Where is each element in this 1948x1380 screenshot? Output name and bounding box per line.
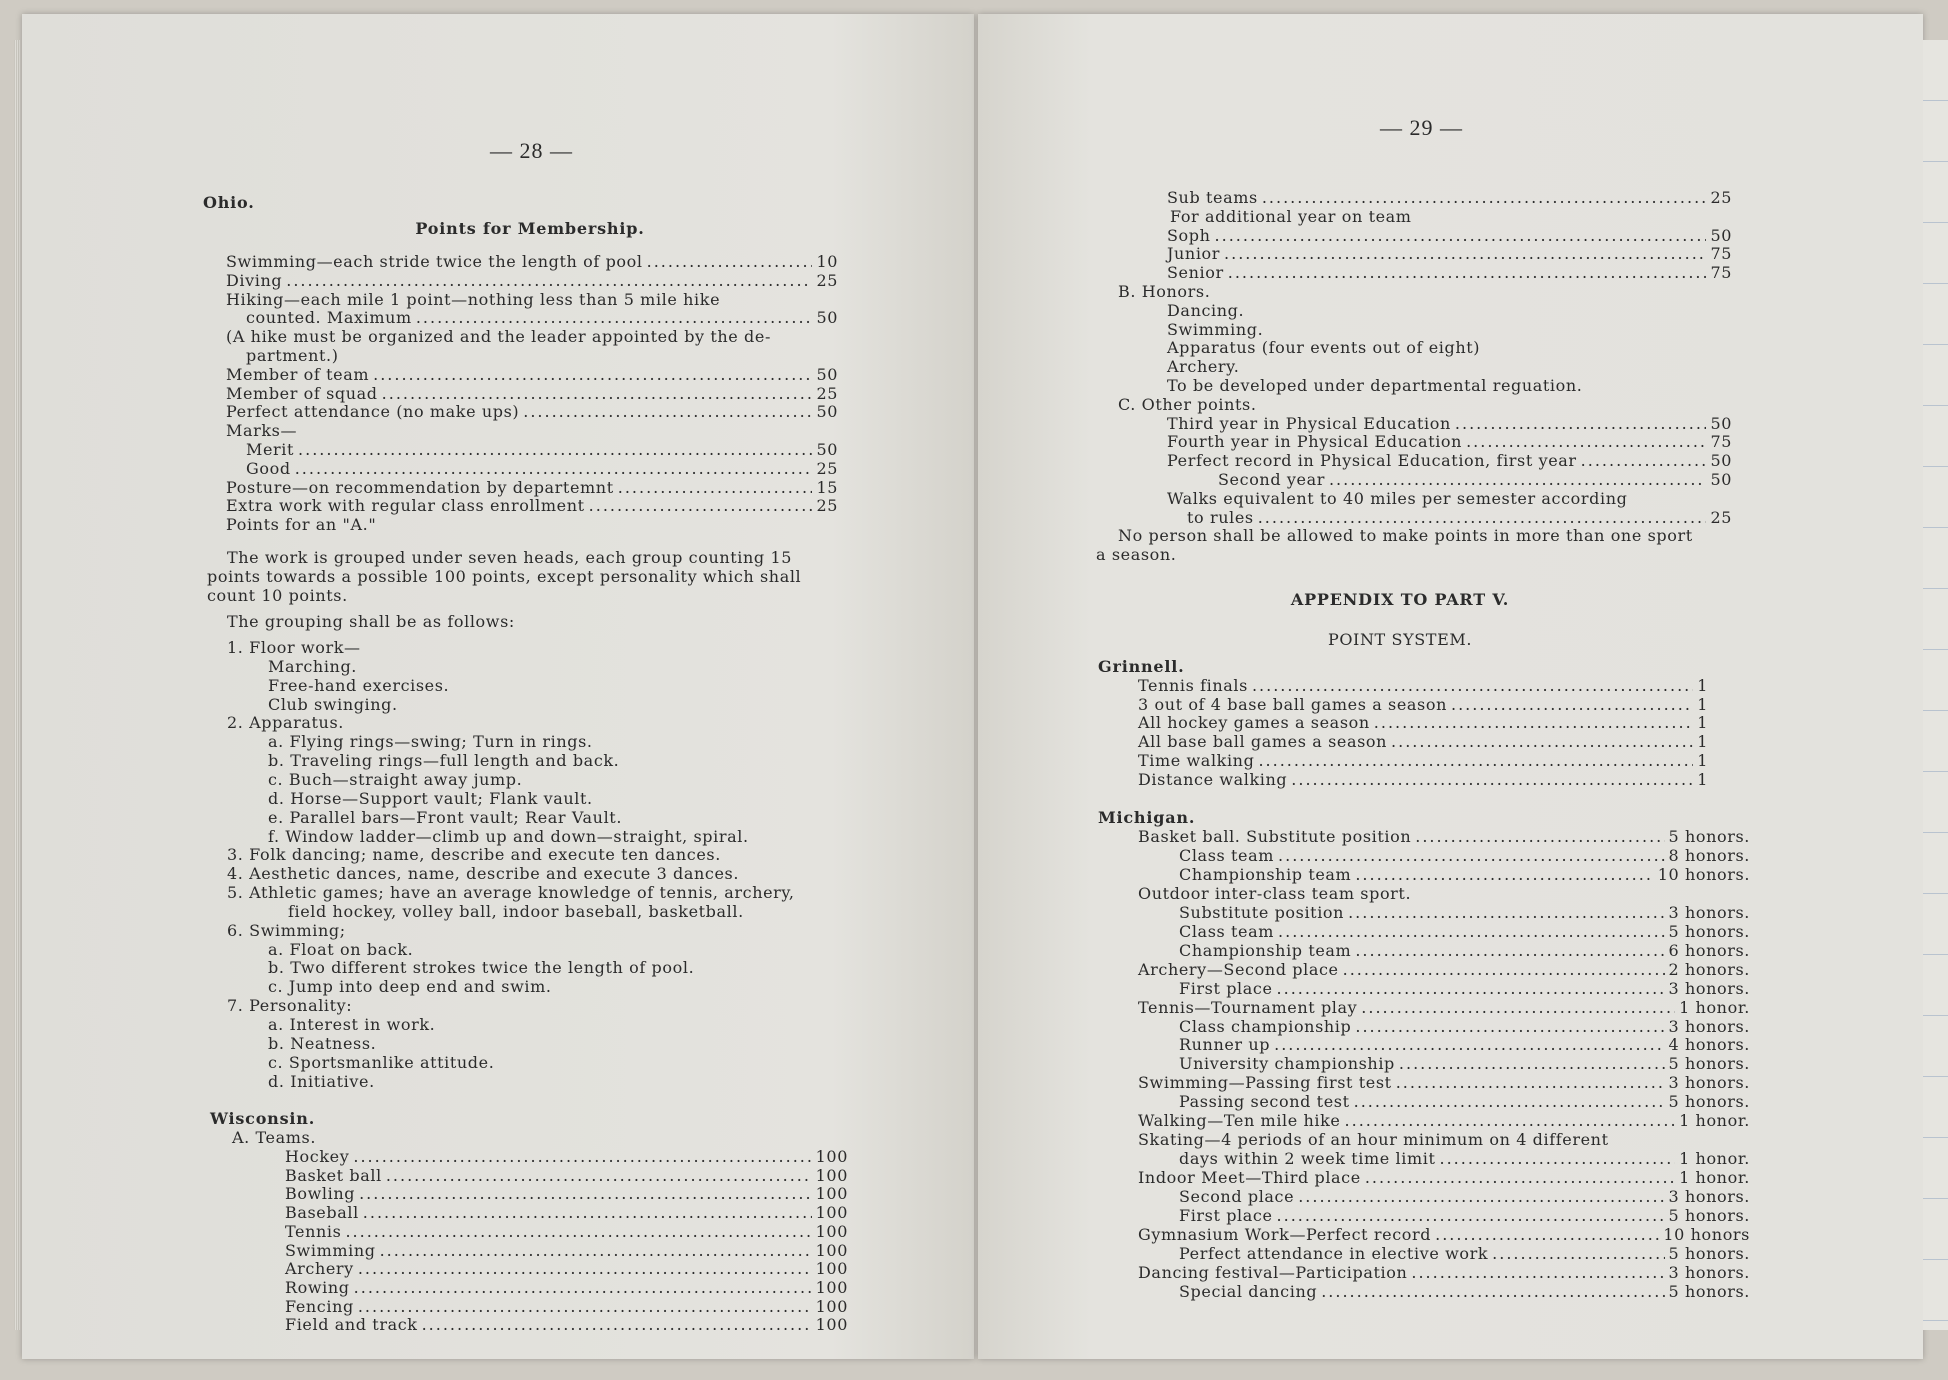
entry-value: 10 honors xyxy=(1663,1224,1750,1244)
dot-leader xyxy=(523,402,812,421)
entry-label: Class championship xyxy=(1179,1016,1352,1036)
dot-leader xyxy=(1252,676,1693,695)
grouping-item: 5. Athletic games; have an average knowledge of tennis, archery, xyxy=(227,883,795,903)
entry-value: 4 honors. xyxy=(1668,1035,1750,1055)
dot-leader xyxy=(1262,188,1707,207)
dot-leader xyxy=(1215,226,1707,245)
section-title-membership: Points for Membership. xyxy=(415,219,645,238)
entry-value: 25 xyxy=(816,496,838,516)
entry-value: 3 honors. xyxy=(1668,1016,1750,1036)
entry-value: 100 xyxy=(815,1315,848,1335)
points-row xyxy=(1218,470,1732,489)
entry-value: 3 honors. xyxy=(1668,978,1750,998)
entry-label: All base ball games a season xyxy=(1138,732,1388,752)
dot-leader xyxy=(295,459,813,478)
entry-label: Extra work with regular class enrollment xyxy=(226,496,585,516)
grinnell-row xyxy=(1138,732,1708,751)
entry-label: Swimming—Passing first test xyxy=(1138,1073,1392,1093)
state-heading-michigan: Michigan. xyxy=(1098,808,1196,827)
dot-leader xyxy=(298,440,812,459)
entry-value: 25 xyxy=(1710,188,1732,207)
points-row xyxy=(246,440,838,459)
entry-value: 1 honor. xyxy=(1679,1168,1750,1188)
grouping-item: 2. Apparatus. xyxy=(227,713,344,733)
grouping-item: a. Float on back. xyxy=(268,939,414,959)
paragraph-line: The grouping shall be as follows: xyxy=(227,612,515,631)
dot-leader xyxy=(1361,998,1675,1017)
michigan-row xyxy=(1179,1092,1750,1111)
team-row xyxy=(285,1315,848,1334)
points-row xyxy=(226,496,838,515)
entry-value: 2 honors. xyxy=(1668,959,1750,979)
grouping-item: c. Jump into deep end and swim. xyxy=(268,977,552,997)
points-row xyxy=(226,384,838,403)
grouping-item: field hockey, volley ball, indoor baseball, basketball. xyxy=(288,901,744,921)
entry-value: 75 xyxy=(1710,244,1732,264)
state-heading-wisconsin: Wisconsin. xyxy=(210,1109,316,1128)
dot-leader xyxy=(353,1147,811,1166)
appendix-title: APPENDIX TO PART V. xyxy=(1290,590,1510,609)
dot-leader xyxy=(380,1241,812,1260)
dot-leader xyxy=(382,384,813,403)
team-row xyxy=(285,1203,848,1222)
entry-label: Gymnasium Work—Perfect record xyxy=(1138,1224,1432,1244)
entry-label: Fourth year in Physical Education xyxy=(1167,432,1463,452)
grouping-item: b. Two different strokes twice the length of pool. xyxy=(268,958,695,978)
state-heading-grinnell: Grinnell. xyxy=(1098,657,1185,676)
dot-leader xyxy=(1451,695,1693,714)
points-row xyxy=(1167,414,1732,433)
grouping-item: 7. Personality: xyxy=(227,996,353,1016)
dot-leader xyxy=(1258,508,1707,527)
entry-value: 50 xyxy=(816,364,838,384)
entry-value: 75 xyxy=(1710,263,1732,283)
dot-leader xyxy=(1396,1073,1665,1092)
grouping-item: f. Window ladder—climb up and down—straight, spiral. xyxy=(268,826,749,846)
entry-value: 75 xyxy=(1710,432,1732,452)
entry-label: Walking—Ten mile hike xyxy=(1138,1111,1341,1131)
entry-value: 100 xyxy=(815,1147,848,1166)
list-heading: A. Teams. xyxy=(232,1128,317,1147)
entry-label: Time walking xyxy=(1138,751,1255,770)
entry-value: 50 xyxy=(1710,470,1732,489)
dot-leader xyxy=(1298,1187,1664,1206)
left-page-edges xyxy=(14,40,20,1330)
entry-value: 1 xyxy=(1697,675,1708,695)
entry-label: Soph xyxy=(1167,225,1211,245)
entry-label: Basket ball xyxy=(285,1165,382,1185)
grinnell-row xyxy=(1138,676,1708,695)
grouping-item: 3. Folk dancing; name, describe and execute ten dances. xyxy=(227,845,721,865)
grouping-item: a. Interest in work. xyxy=(268,1015,436,1034)
michigan-row xyxy=(1138,960,1750,979)
dot-leader xyxy=(1355,1017,1664,1036)
entry-label: Passing second test xyxy=(1179,1092,1350,1112)
grouping-item: b. Neatness. xyxy=(268,1033,377,1053)
dot-leader xyxy=(1258,751,1693,770)
paragraph-line: points towards a possible 100 points, except personality which shall xyxy=(207,566,802,586)
entry-value: 100 xyxy=(815,1277,848,1297)
dot-leader xyxy=(354,1278,812,1297)
entry-value: 5 honors. xyxy=(1668,1054,1750,1074)
entry-label: Bowling xyxy=(285,1184,356,1204)
dot-leader xyxy=(345,1222,811,1241)
team-row xyxy=(285,1147,848,1166)
points-row xyxy=(226,365,838,384)
points-text: Hiking—each mile 1 point—nothing less than 5 mile hike xyxy=(226,289,721,309)
honors-item: Swimming. xyxy=(1167,319,1264,339)
points-text: Points for an "A." xyxy=(226,515,377,535)
michigan-text: Skating—4 periods of an hour minimum on 4 different xyxy=(1138,1130,1609,1150)
grouping-item: d. Initiative. xyxy=(268,1071,375,1091)
entry-value: 6 honors. xyxy=(1668,940,1750,960)
dot-leader xyxy=(647,252,813,271)
entry-value: 50 xyxy=(816,402,838,422)
grouping-item: b. Traveling rings—full length and back. xyxy=(268,751,620,771)
points-text: For additional year on team xyxy=(1170,206,1412,226)
entry-value: 100 xyxy=(815,1184,848,1204)
list-heading: C. Other points. xyxy=(1118,394,1257,414)
michigan-row xyxy=(1179,1035,1750,1054)
entry-value: 100 xyxy=(815,1240,848,1260)
grouping-item: 4. Aesthetic dances, name, describe and execute 3 dances. xyxy=(227,864,740,884)
team-row xyxy=(285,1259,848,1278)
michigan-row xyxy=(1138,1073,1750,1092)
dot-leader xyxy=(358,1259,812,1278)
entry-value: 50 xyxy=(1710,413,1732,433)
honors-item: Apparatus (four events out of eight) xyxy=(1167,338,1481,358)
entry-value: 50 xyxy=(816,308,838,328)
dot-leader xyxy=(1224,244,1706,263)
grinnell-row xyxy=(1138,770,1708,789)
entry-label: Basket ball. Substitute position xyxy=(1138,827,1412,846)
entry-label: 3 out of 4 base ball games a season xyxy=(1138,694,1447,714)
dot-leader xyxy=(1415,827,1664,846)
grouping-item: c. Buch—straight away jump. xyxy=(268,769,523,789)
point-system-title: POINT SYSTEM. xyxy=(1327,630,1473,649)
entry-label: Senior xyxy=(1167,263,1224,283)
michigan-row xyxy=(1179,1017,1750,1036)
michigan-row xyxy=(1138,1111,1750,1130)
page-number-right: — 29 — xyxy=(1380,115,1463,140)
dot-leader xyxy=(1466,432,1706,451)
dot-leader xyxy=(1399,1054,1665,1073)
entry-value: 1 xyxy=(1697,751,1708,770)
dot-leader xyxy=(1321,1282,1664,1301)
entry-label: Runner up xyxy=(1179,1035,1271,1055)
note-text: partment.) xyxy=(246,346,339,365)
entry-label: Fencing xyxy=(285,1296,354,1316)
dot-leader xyxy=(1278,922,1664,941)
entry-label: Rowing xyxy=(285,1277,350,1297)
grinnell-row xyxy=(1138,713,1708,732)
team-row xyxy=(285,1241,848,1260)
dot-leader xyxy=(1277,1206,1665,1225)
grouping-item: c. Sportsmanlike attitude. xyxy=(268,1052,495,1072)
entry-value: 3 honors. xyxy=(1668,1073,1750,1093)
entry-value: 25 xyxy=(1710,507,1732,527)
dot-leader xyxy=(422,1315,812,1334)
entry-label: Swimming—each stride twice the length of pool xyxy=(226,252,643,271)
entry-label: Tennis xyxy=(285,1221,342,1241)
team-row xyxy=(285,1278,848,1297)
entry-label: days within 2 week time limit xyxy=(1179,1149,1436,1169)
entry-label: Good xyxy=(246,458,291,478)
dot-leader xyxy=(1278,846,1664,865)
entry-value: 15 xyxy=(816,477,838,497)
entry-value: 5 honors. xyxy=(1668,1092,1750,1112)
points-text: Marks— xyxy=(226,421,298,441)
points-row xyxy=(1167,432,1732,451)
grouping-item: Marching. xyxy=(268,656,357,676)
entry-label: Championship team xyxy=(1179,940,1352,960)
list-heading: B. Honors. xyxy=(1118,282,1211,301)
team-row xyxy=(285,1184,848,1203)
entry-label: Hockey xyxy=(285,1147,350,1166)
michigan-row xyxy=(1138,1263,1750,1282)
michigan-row xyxy=(1138,998,1750,1017)
dot-leader xyxy=(1348,903,1664,922)
michigan-row xyxy=(1179,846,1750,865)
michigan-text: Outdoor inter-class team sport. xyxy=(1138,883,1412,903)
entry-label: to rules xyxy=(1187,507,1254,527)
entry-value: 10 honors. xyxy=(1657,864,1750,884)
entry-value: 1 honor. xyxy=(1679,997,1750,1017)
entry-label: Tennis finals xyxy=(1138,675,1248,695)
dot-leader xyxy=(1492,1244,1664,1263)
entry-value: 100 xyxy=(815,1203,848,1223)
dot-leader xyxy=(359,1184,812,1203)
michigan-row xyxy=(1138,1225,1750,1244)
michigan-row xyxy=(1138,827,1750,846)
paragraph-line: a season. xyxy=(1096,545,1177,565)
entry-label: Perfect record in Physical Education, first year xyxy=(1167,451,1577,471)
paragraph-line: The work is grouped under seven heads, each group counting 15 xyxy=(227,548,792,567)
entry-value: 1 honor. xyxy=(1679,1111,1750,1131)
dot-leader xyxy=(358,1297,812,1316)
grouping-item: e. Parallel bars—Front vault; Rear Vault. xyxy=(268,807,623,827)
points-row xyxy=(226,478,838,497)
points-row xyxy=(246,459,838,478)
entry-label: Second year xyxy=(1218,470,1325,489)
dot-leader xyxy=(1345,1111,1676,1130)
entry-label: Class team xyxy=(1179,845,1275,865)
note-text: (A hike must be organized and the leader appointed by the de- xyxy=(226,327,771,347)
entry-label: Class team xyxy=(1179,921,1275,941)
points-row xyxy=(226,402,838,421)
entry-value: 25 xyxy=(816,383,838,403)
entry-value: 1 honor. xyxy=(1679,1149,1750,1169)
grinnell-row xyxy=(1138,751,1708,770)
entry-label: Sub teams xyxy=(1167,188,1258,207)
dot-leader xyxy=(1455,414,1707,433)
entry-value: 3 honors. xyxy=(1668,1262,1750,1282)
entry-label: Diving xyxy=(226,270,283,290)
entry-label: Baseball xyxy=(285,1203,359,1223)
michigan-row xyxy=(1179,1054,1750,1073)
entry-label: Perfect attendance in elective work xyxy=(1179,1243,1489,1263)
entry-value: 1 xyxy=(1697,694,1708,714)
michigan-row xyxy=(1138,1168,1750,1187)
dot-leader xyxy=(1274,1035,1664,1054)
entry-value: 50 xyxy=(816,440,838,459)
entry-label: Archery—Second place xyxy=(1138,959,1339,979)
entry-label: First place xyxy=(1179,1206,1273,1225)
entry-label: University championship xyxy=(1179,1054,1395,1074)
dot-leader xyxy=(286,271,812,290)
entry-label: Indoor Meet—Third place xyxy=(1138,1168,1361,1188)
entry-label: Distance walking xyxy=(1138,769,1288,789)
dot-leader xyxy=(1355,865,1653,884)
points-row xyxy=(226,252,838,271)
dot-leader xyxy=(1228,263,1707,282)
entry-value: 50 xyxy=(1710,225,1732,245)
entry-label: Perfect attendance (no make ups) xyxy=(226,402,520,422)
points-row xyxy=(246,308,838,327)
honors-item: Archery. xyxy=(1167,357,1240,377)
entry-value: 25 xyxy=(816,458,838,478)
dot-leader xyxy=(1411,1263,1664,1282)
entry-label: Third year in Physical Education xyxy=(1167,413,1451,433)
dot-leader xyxy=(386,1166,812,1185)
points-row xyxy=(1187,508,1732,527)
dot-leader xyxy=(1365,1168,1675,1187)
points-row xyxy=(1167,244,1732,263)
entry-label: Swimming xyxy=(285,1240,376,1260)
points-row xyxy=(1167,263,1732,282)
dot-leader xyxy=(1354,1092,1665,1111)
points-row xyxy=(226,271,838,290)
entry-label: Junior xyxy=(1167,244,1221,264)
dot-leader xyxy=(373,365,812,384)
grouping-item: Club swinging. xyxy=(268,694,398,714)
michigan-row xyxy=(1179,922,1750,941)
grouping-item: a. Flying rings—swing; Turn in rings. xyxy=(268,732,593,752)
dot-leader xyxy=(1343,960,1665,979)
entry-value: 5 honors. xyxy=(1668,921,1750,941)
dot-leader xyxy=(1374,713,1693,732)
team-row xyxy=(285,1166,848,1185)
entry-label: Merit xyxy=(246,440,295,459)
dot-leader xyxy=(589,496,813,515)
entry-value: 100 xyxy=(815,1221,848,1241)
team-row xyxy=(285,1297,848,1316)
page-number-left: — 28 — xyxy=(490,138,573,163)
grouping-item: 6. Swimming; xyxy=(227,920,346,940)
entry-label: Dancing festival—Participation xyxy=(1138,1262,1408,1282)
entry-value: 5 honors. xyxy=(1668,1281,1750,1301)
dot-leader xyxy=(1355,941,1664,960)
dot-leader xyxy=(1435,1225,1659,1244)
honors-item: Dancing. xyxy=(1167,300,1245,320)
entry-value: 3 honors. xyxy=(1668,902,1750,922)
entry-value: 100 xyxy=(815,1259,848,1279)
entry-value: 50 xyxy=(1710,451,1732,471)
entry-label: First place xyxy=(1179,978,1273,998)
michigan-row xyxy=(1179,903,1750,922)
dot-leader xyxy=(618,478,813,497)
michigan-row xyxy=(1179,1149,1750,1168)
entry-label: Field and track xyxy=(285,1315,418,1335)
michigan-row xyxy=(1179,1206,1750,1225)
entry-value: 1 xyxy=(1697,713,1708,733)
grouping-item: 1. Floor work— xyxy=(227,638,361,657)
entry-value: 100 xyxy=(815,1296,848,1316)
entry-value: 25 xyxy=(816,270,838,290)
entry-value: 1 xyxy=(1697,732,1708,752)
team-row xyxy=(285,1222,848,1241)
grouping-item: Free-hand exercises. xyxy=(268,675,450,695)
entry-value: 1 xyxy=(1697,769,1708,789)
entry-label: Member of squad xyxy=(226,383,378,403)
dot-leader xyxy=(1439,1149,1675,1168)
entry-label: Archery xyxy=(285,1259,354,1279)
entry-label: Member of team xyxy=(226,364,370,384)
entry-label: Special dancing xyxy=(1179,1281,1318,1301)
paragraph-line: No person shall be allowed to make points in more than one sport xyxy=(1118,526,1693,546)
dot-leader xyxy=(1291,770,1693,789)
points-row xyxy=(1167,188,1732,207)
entry-value: 3 honors. xyxy=(1668,1187,1750,1207)
entry-value: 5 honors. xyxy=(1668,1206,1750,1225)
dot-leader xyxy=(1581,451,1707,470)
points-text: Walks equivalent to 40 miles per semester according xyxy=(1167,488,1628,508)
grinnell-row xyxy=(1138,695,1708,714)
entry-label: Posture—on recommendation by departemnt xyxy=(226,477,614,497)
paragraph-line: count 10 points. xyxy=(207,585,348,605)
points-row xyxy=(1167,226,1732,245)
dot-leader xyxy=(1391,732,1693,751)
dot-leader xyxy=(1277,979,1665,998)
entry-label: Substitute position xyxy=(1179,902,1345,922)
entry-label: All hockey games a season xyxy=(1138,713,1370,733)
entry-value: 5 honors. xyxy=(1668,827,1750,846)
michigan-row xyxy=(1179,1244,1750,1263)
entry-value: 5 honors. xyxy=(1668,1243,1750,1263)
entry-label: Second place xyxy=(1179,1187,1295,1207)
points-row xyxy=(1167,451,1732,470)
michigan-row xyxy=(1179,865,1750,884)
grouping-item: d. Horse—Support vault; Flank vault. xyxy=(268,788,593,808)
honors-item: To be developed under departmental reguation. xyxy=(1167,376,1583,395)
entry-value: 8 honors. xyxy=(1668,845,1750,865)
dot-leader xyxy=(416,308,813,327)
entry-label: Tennis—Tournament play xyxy=(1138,997,1358,1017)
entry-value: 100 xyxy=(815,1165,848,1185)
entry-label: Championship team xyxy=(1179,864,1352,884)
michigan-row xyxy=(1179,1282,1750,1301)
dot-leader xyxy=(363,1203,812,1222)
michigan-row xyxy=(1179,941,1750,960)
michigan-row xyxy=(1179,1187,1750,1206)
entry-label: counted. Maximum xyxy=(246,308,412,328)
state-heading-ohio: Ohio. xyxy=(203,193,255,212)
dot-leader xyxy=(1329,470,1706,489)
michigan-row xyxy=(1179,979,1750,998)
entry-value: 10 xyxy=(816,252,838,271)
right-page-edges xyxy=(1923,40,1948,1330)
